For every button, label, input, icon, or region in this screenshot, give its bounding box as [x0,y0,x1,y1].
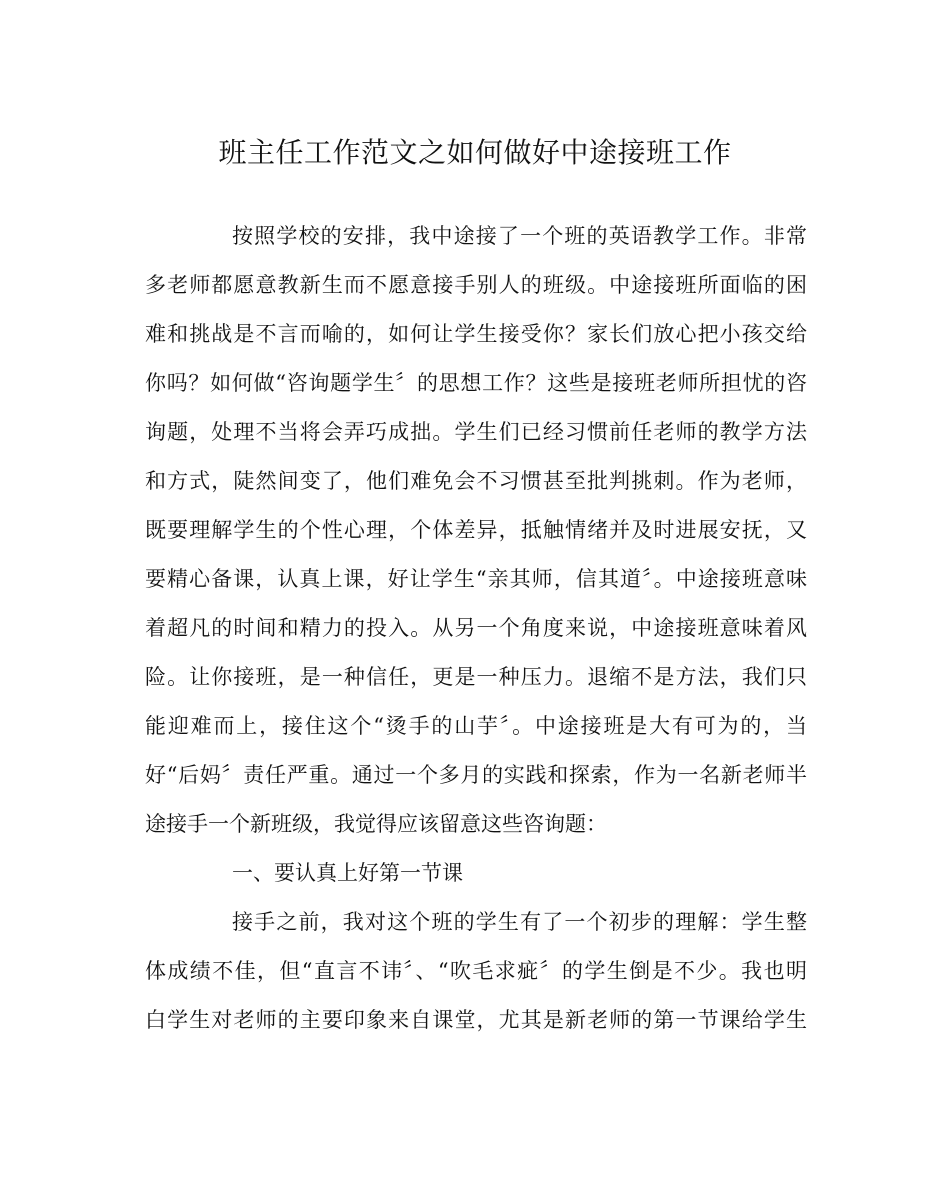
section-heading: 一、要认真上好第一节课 [232,861,463,885]
paragraph-line: 能迎难而上，接住这个“烫手的山芋〞。中途接班是大有可为的，当 [145,714,807,738]
paragraph-line: 多老师都愿意教新生而不愿意接手别人的班级。中途接班所面临的困 [145,273,807,297]
paragraph-line: 接手之前，我对这个班的学生有了一个初步的理解：学生整 [232,910,807,934]
paragraph-line: 按照学校的安排，我中途接了一个班的英语教学工作。非常 [232,224,807,248]
paragraph-line: 你吗？如何做“咨询题学生〞的思想工作？这些是接班老师所担忧的咨 [145,371,807,395]
paragraph-line: 和方式，陡然间变了，他们难免会不习惯甚至批判挑刺。作为老师， [145,469,807,493]
paragraph-line: 途接手一个新班级，我觉得应该留意这些咨询题： [145,812,607,836]
paragraph-line: 体成绩不佳，但“直言不讳〞、“吹毛求疵〞的学生倒是不少。我也明 [145,959,807,983]
paragraph-line: 难和挑战是不言而喻的，如何让学生接受你？家长们放心把小孩交给 [145,322,807,346]
paragraph-line: 询题，处理不当将会弄巧成拙。学生们已经习惯前任老师的教学方法 [145,420,807,444]
paragraph-line: 好“后妈〞责任严重。通过一个多月的实践和探索，作为一名新老师半 [145,763,807,787]
paragraph-line: 险。让你接班，是一种信任，更是一种压力。退缩不是方法，我们只 [145,665,807,689]
document-title: 班主任工作范文之如何做好中途接班工作 [218,136,732,169]
paragraph-line: 白学生对老师的主要印象来自课堂，尤其是新老师的第一节课给学生 [145,1008,807,1032]
paragraph-line: 要精心备课，认真上课，好让学生“亲其师，信其道〞。中途接班意味 [145,567,807,591]
paragraph-line: 既要理解学生的个性心理，个体差异，抵触情绪并及时进展安抚，又 [145,518,807,542]
paragraph-line: 着超凡的时间和精力的投入。从另一个角度来说，中途接班意味着风 [145,616,807,640]
